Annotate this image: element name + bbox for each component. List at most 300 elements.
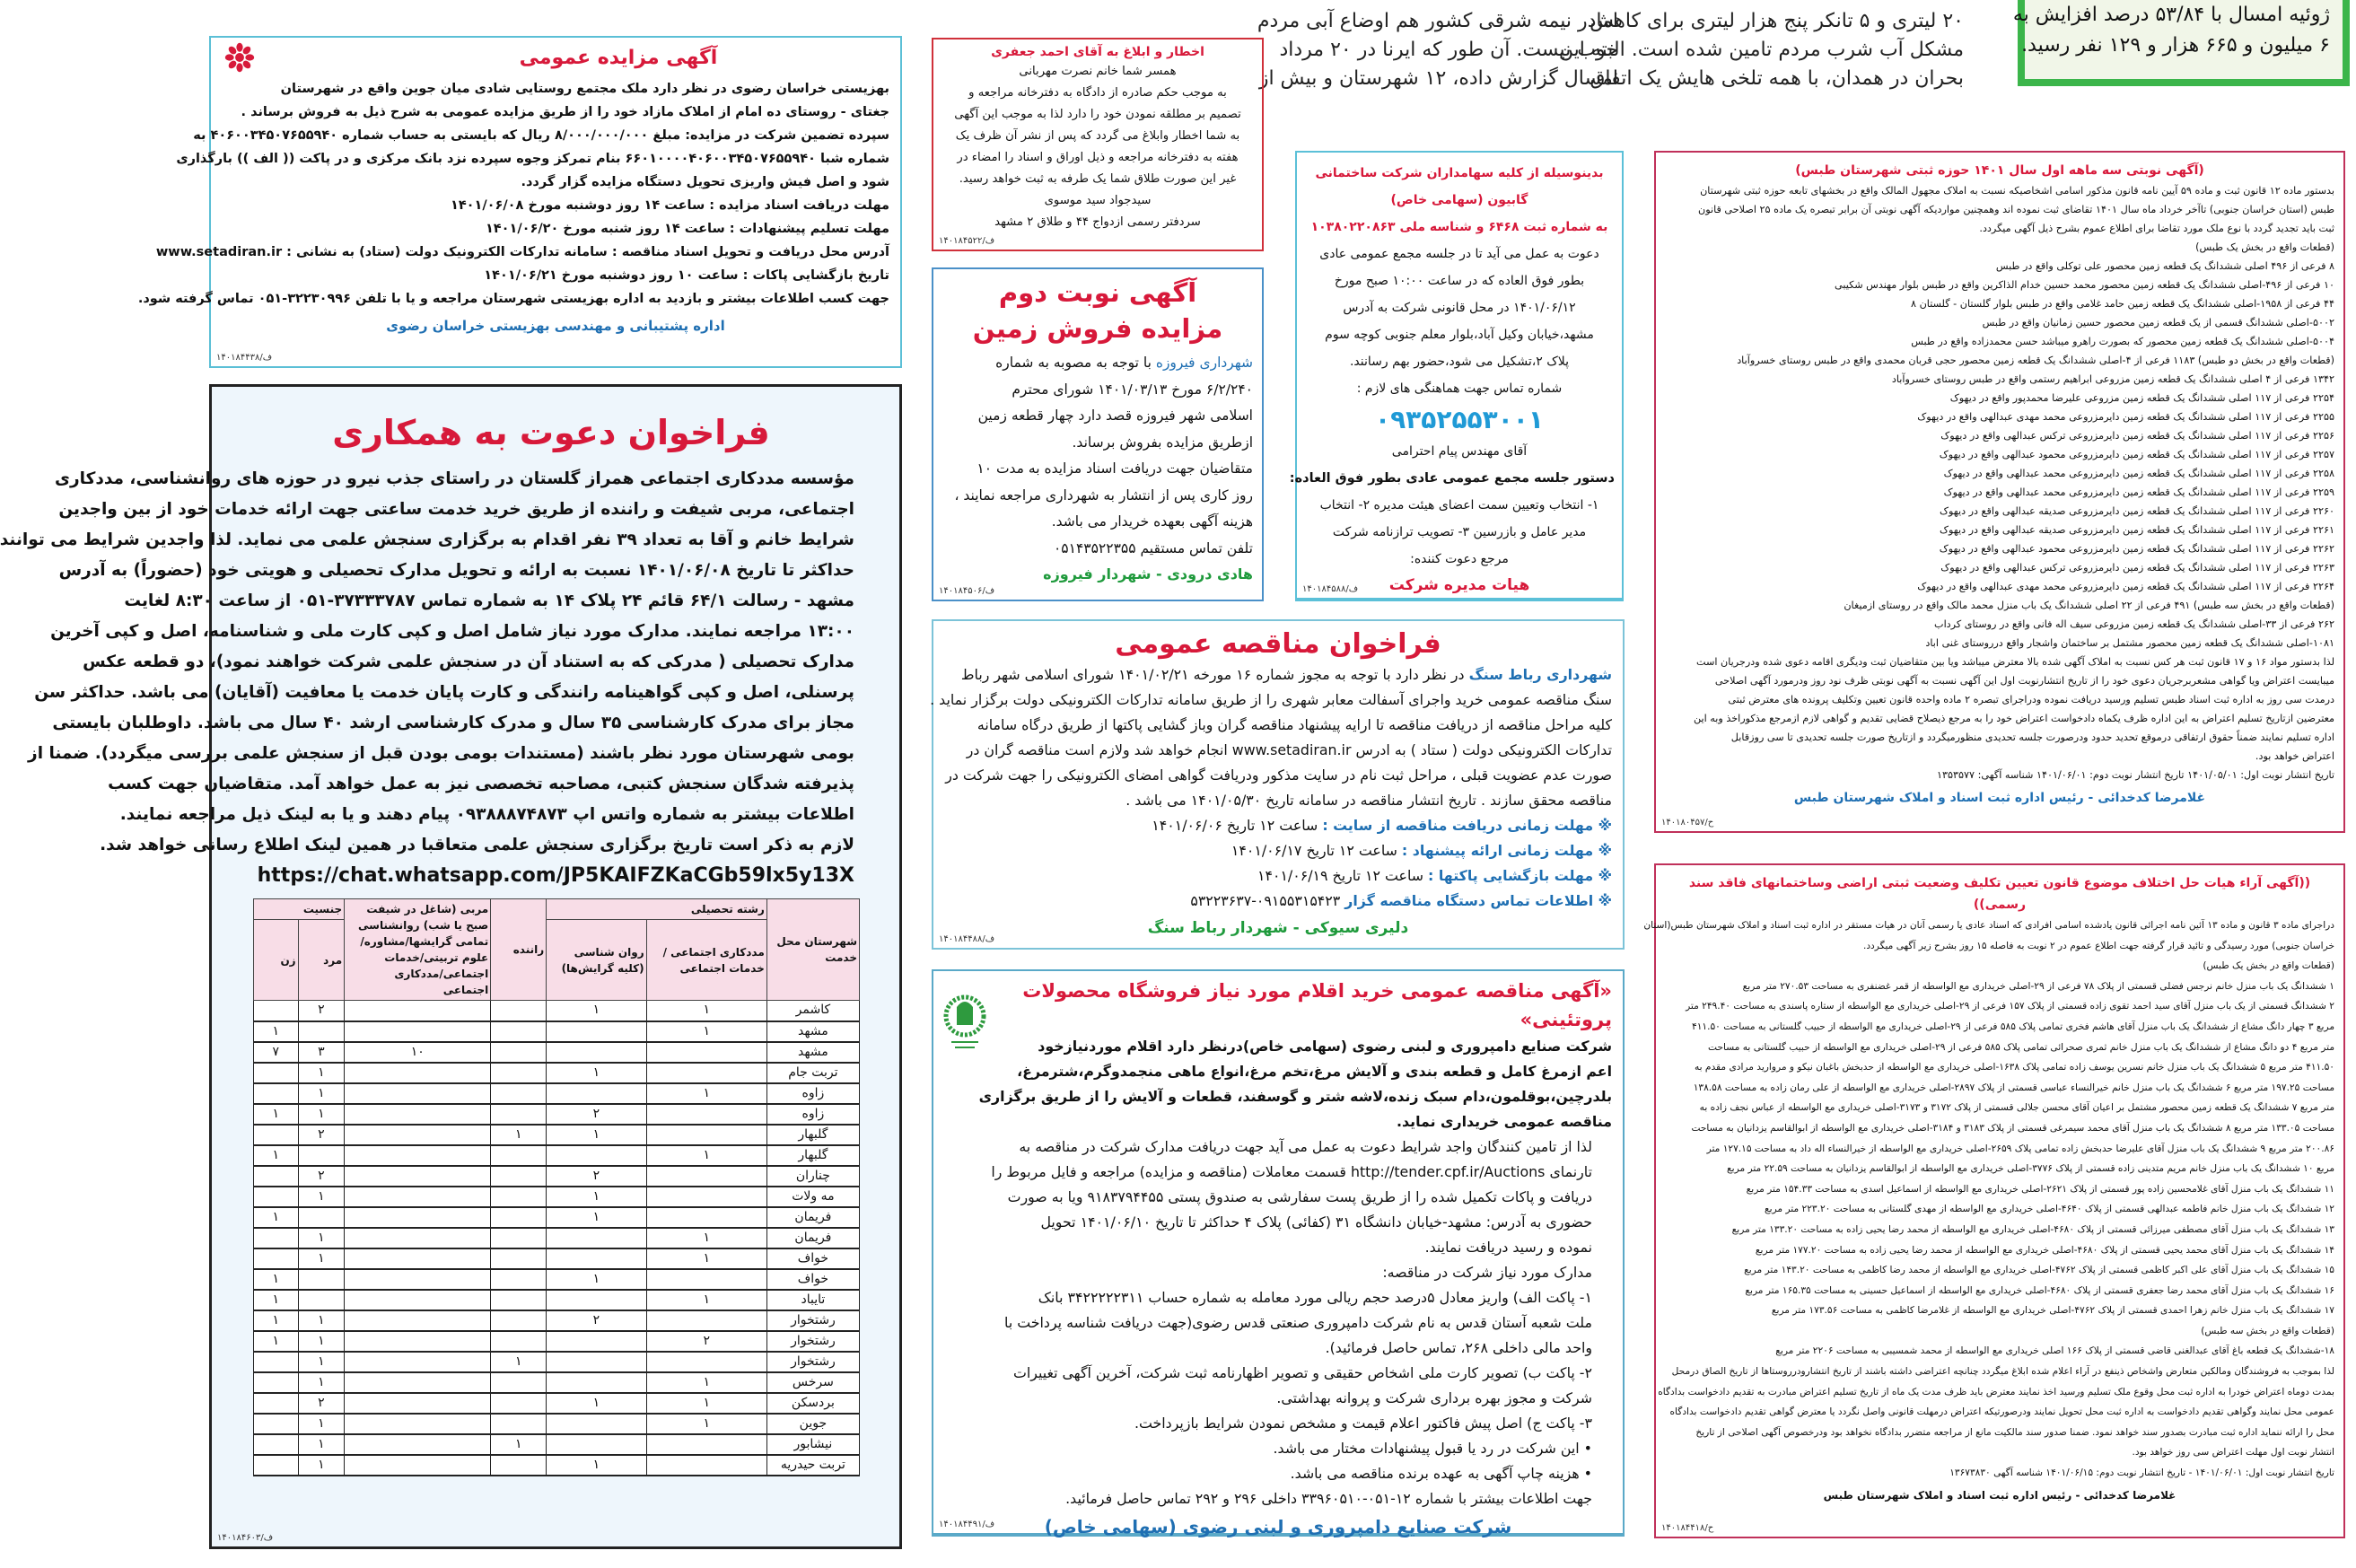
ad-text-line: اسلامی شهر فیروزه قصد دارد چهار قطعه زمین (977, 407, 1253, 424)
cell-male: ۱ (298, 1248, 345, 1269)
cell-psychology (547, 1372, 646, 1393)
ad-text-line: تاریخ انتشار نوبت اول: ۱۴۰۱/۰۶/۰۱ - تاریخ انتشار نوبت دوم: ۱۴۰۱/۰۶/۱۵ شناسه آگهی ۱۳۶۷۳۸۳۰ (1949, 1467, 2334, 1479)
ad-text-line: سیدجواد سید موسوی (1044, 194, 1152, 207)
ad-shareholders-meeting (1289, 151, 1624, 601)
ad-text-line: هزینه آگهی بعهده خریدار می باشد. (1051, 513, 1253, 530)
deadline-line (222, 264, 889, 287)
cell-driver (491, 1207, 547, 1228)
contact-phone: ۰۹۳۵۲۵۵۳۰۰۱ (1375, 405, 1544, 434)
ad-text-line: ۱۰ فرعی از ۴۹۶-اصلی ششدانگ یک قطعه زمین محصور محمد حسین خدام الذاکرین واقع در طبس بلوار مهندس شکیبی (1835, 279, 2334, 291)
deadline-line (944, 889, 1612, 914)
ad-text-line: حداکثر تا تاریخ ۱۴۰۱/۰۶/۰۸ نسبت به ارائه و تحویل مدارک تحصیلی و هویتی خود (حضوراً) به آدرس (58, 561, 854, 580)
ad-text-line: ۱ ششدانگ یک باب منزل خانم نرجس فضلی قسمتی از پلاک ۷۸ فرعی از ۲۹-اصلی خریداری مع الواسطه از قمر غضنفری به مساحت ۲۷۰.۵۳ متر مربع (1742, 980, 2334, 992)
cell-driver (491, 1372, 547, 1393)
cell-social-work: ۱ (646, 1145, 766, 1166)
news-line: امادر نیمه شرقی کشور هم اوضاع آبی مردم (1257, 10, 1618, 32)
cell-psychology (547, 1228, 646, 1248)
ad-text-line: لذا از تامین کنندگان واجد شرایط دعوت به عمل می آید جهت دریافت مدارک شرکت در مناقصه به (1019, 1138, 1592, 1155)
header-psychology: روان شناسی (کلیه گرایش‌ها) (547, 920, 646, 1001)
table-row (254, 1393, 860, 1414)
ad-body (222, 77, 889, 124)
cell-female: ۱ (254, 1104, 299, 1125)
cell-male: ۱ (298, 1372, 345, 1393)
ad-text-line: اعتراض خواهد بود. (2255, 750, 2334, 762)
ad-text-line: تلفن تماس مستقیم ۰۵۱۴۳۵۲۲۳۵۵ (1053, 539, 1253, 556)
ad-text-line: ۲۲۶۲ فرعی از ۱۱۷ اصلی ششدانگ یک قطعه زمین دایرمزروعی محمود عبدالهی واقع در دیهوک (1939, 543, 2334, 555)
deadline-line (222, 194, 889, 217)
cell-city: رشتخوار (766, 1331, 859, 1352)
cell-male (298, 1269, 345, 1290)
ad-text-line: مساحت ۱۳۳.۰۵ متر مربع ۸ ششدانگ یک باب منزل آقای محمد سیمرغی قسمتی از پلاک ۳۱۸۳ و ۳۱۸۴-اصلی خریداری مع الواسطه از ابوالقاسم یزدانیان به مساحت (1691, 1122, 2334, 1134)
cell-trainer (345, 1269, 491, 1290)
ad-land-auction (932, 267, 1264, 601)
cell-psychology: ۱ (547, 1125, 646, 1145)
ad-text-line: ۲۲۵۵ فرعی از ۱۱۷ اصلی ششدانگ یک قطعه زمین دایرمزروعی محمد مهدی عبدالهی واقع در دیهوک (1917, 411, 2334, 423)
behzisti-logo-icon (223, 41, 256, 74)
cell-female: ۱ (254, 1207, 299, 1228)
cell-trainer (345, 1001, 491, 1021)
cell-social-work: ۱ (646, 1290, 766, 1310)
ad-text-line: مدارک مورد نیاز شرکت در مناقصه: (1382, 1264, 1592, 1281)
ad-text-line: (قطعات واقع در بخش یک طبس) (2203, 960, 2334, 972)
cell-psychology (547, 1290, 646, 1310)
ad-text-line: ۱۱ ششدانگ یک باب منزل آقای غلامحسین زاده پور قسمتی از پلاک ۲۶۲۱-اصلی خریداری مع الواسطه از اسماعیل اسدی به مساحت ۱۵۴.۳۳ متر مربع (1746, 1183, 2334, 1195)
cell-driver (491, 1290, 547, 1310)
line-label: مهلت تسلیم پیشنهادات : (729, 222, 889, 236)
ad-text-line: مشهد - رسالت ۶۴/۱ قائم ۲۴ پلاک ۱۴ به شماره تماس ۳۷۳۳۳۷۸۷-۰۵۱ از ساعت ۸:۳۰ لغایت (124, 591, 854, 610)
lead-line: اعم ازمرغ کامل و قطعه بندی و آلایش مرغ،تخم مرغ،انواع ماهی منجمدوگرم،شترمرغ، (1017, 1063, 1612, 1080)
table-row (254, 1269, 860, 1290)
ad-text-line: هفته به دفترخانه مراجعه و ذیل اوراق و اسناد را امضاء در (957, 151, 1239, 164)
ad-text-line: ۵۰۰۲-اصلی ششدانگ قسمی از یک قطعه زمین محصور حسین زمانیان واقع در طبس (1982, 317, 2334, 328)
line-text: ساعت ۱۰ روز دوشنبه مورخ ۱۴۰۱/۰۶/۲۱ (484, 268, 743, 283)
ad-title (1304, 160, 1615, 241)
cell-social-work: ۱ (646, 1248, 766, 1269)
cell-psychology: ۲ (547, 1104, 646, 1125)
cell-social-work: ۱ (646, 1001, 766, 1021)
cell-trainer (345, 1145, 491, 1166)
cell-female (254, 1434, 299, 1455)
cell-psychology (547, 1331, 646, 1352)
table-row (254, 1248, 860, 1269)
ad-text-line: لازم به ذکر است تاریخ برگزاری سنجش علمی متعاقبا در همین لینک اطلاع رسانی خواهد شد. (100, 836, 854, 854)
ad-text-line: متر مربع ۷ ششدانگ یک قطعه زمین محصور مشتمل بر اعیان آقای محسن جلالی قسمتی از پلاک ۳۱۷۲ و ۳۱۷۳-اصلی خریداری مع الواسطه از عباس نجف زاده به (1699, 1102, 2334, 1114)
ad-text-line: اجتماعی، مربی شیفت و راننده از طریق خرید خدمت ساعتی جهت ارائه خدمات خود از بین واجدین (58, 500, 854, 519)
table-row (254, 1063, 860, 1083)
ad-text-line: به شما اخطار وابلاغ می گردد که پس از نشر آن ظرف یک (955, 129, 1240, 143)
table-row (254, 1331, 860, 1352)
cell-female (254, 1166, 299, 1187)
cell-female: ۱ (254, 1021, 299, 1042)
cell-male: ۱ (298, 1352, 345, 1372)
cell-psychology (547, 1352, 646, 1372)
ad-text-line: مناقصه محقق سازند . تاریخ انتشار مناقصه در سامانه تاریخ ۱۴۰۱/۰۵/۳۰ می باشد . (1125, 792, 1612, 809)
header-trainer: مربی (شاغل در شیفت صبح یا شب) روانشناسی تمامی گرایشها/مشاوره/علوم تربیتی/خدمات اجتماعی/مددکاری اجتماعی (345, 899, 491, 1001)
ad-text-line: ۱۰۸۱-اصلی ششدانگ یک قطعه زمین محصور مشتمل بر ساختمان واشجار واقع درروستای غنی اباد (1925, 637, 2334, 649)
table-row (254, 1414, 860, 1434)
ad-text-line: ۱۶ ششدانگ یک باب منزل آقای محمد رضا جعفری قسمتی از پلاک ۴۶۸۰-اصلی خریداری مع الواسطه از اسماعیل حسینی به مساحت ۱۶۵.۳۵ متر مربع (1745, 1284, 2334, 1296)
table-row (254, 1207, 860, 1228)
ad-text-line: ۲- پاکت ب) تصویر کارت ملی اشخاص حقیقی و تصویر اظهارنامه ثبت شرکت، آخرین آگهی تغییرات (1012, 1364, 1592, 1381)
cell-driver (491, 1145, 547, 1166)
line-label: ※ مهلت زمانی ارائه پیشنهاد : (1401, 842, 1612, 859)
cell-psychology: ۱ (547, 1455, 646, 1476)
ad-text-line: (قطعات واقع در بخش سه طبس) ۴۹۱ فرعی از ۲۲ اصلی ششدانگ یک باب منزل محمد مالک واقع در روستای ازمیغان (1844, 600, 2334, 611)
ad-divorce-notice (932, 38, 1264, 251)
cell-psychology (547, 1042, 646, 1063)
ad-text-line: متقاضیان جهت دریافت اسناد مزایده به مدت ۱۰ (977, 460, 1253, 477)
cell-psychology (547, 1248, 646, 1269)
ad-text-line: مربع ۳ چهار دانگ مشاع از ششدانگ یک باب منزل آقای هاشم فخری تمامی پلاک ۵۸۵ فرعی از ۲۹-اصلی خریداری مع الواسطه از حبیب گلستانی به مساحت ۴۱۱.۵۰ (1692, 1021, 2334, 1032)
ad-title-2: مزایده فروش زمین (972, 313, 1223, 344)
header-gender: جنسیت (254, 899, 345, 920)
cell-male: ۱ (298, 1455, 345, 1476)
cell-male: ۳ (298, 1042, 345, 1063)
table-row (254, 1228, 860, 1248)
cell-trainer: ۱۰ (345, 1042, 491, 1063)
ad-text-line: ۲۲۵۸ فرعی از ۱۱۷ اصلی ششدانگ یک قطعه زمین دایرمزروعی محمد عبدالهی واقع در دیهوک (1943, 468, 2334, 479)
cell-social-work: ۱ (646, 1021, 766, 1042)
ad-text-line: به موجب حکم صادره از دادگاه به دفترخانه مراجعه و (968, 86, 1227, 100)
line-label: ※ اطلاعات تماس دستگاه مناقصه گزار (1344, 892, 1612, 909)
cell-trainer (345, 1207, 491, 1228)
ad-body (1304, 241, 1615, 402)
ad-text-line: • این شرکت در رد یا قبول پیشنهادات مختار می باشد. (1273, 1440, 1592, 1457)
ad-text-line: تصمیم بر مطلقه نمودن خود را دارد لذا به موجب این آگهی (954, 108, 1241, 121)
ad-text-line: معترضین ازتاریخ تسلیم اعتراض به این اداره ظرف یکماه دادخواست اعتراض خود را به مرجع ذیصلاح قضایی تقدیم و گواهی لازم ازمرجع مذکوراخذ وبه این (1693, 713, 2334, 724)
cell-trainer (345, 1414, 491, 1434)
cell-psychology (547, 1434, 646, 1455)
ad-text-line: بطور فوق العاده که در ساعت ۱۰:۰۰ صبح مورخ (1334, 274, 1585, 288)
cell-social-work: ۱ (646, 1228, 766, 1248)
agenda-title: دستور جلسه مجمع عمومی عادی بطور فوق العاده: (1289, 471, 1615, 486)
cell-female (254, 1083, 299, 1104)
ad-text-line: واحد مالی داخلی ۲۶۸، تماس حاصل فرمائید). (1325, 1339, 1592, 1356)
cell-male: ۱ (298, 1063, 345, 1083)
cell-city: مه ولات (766, 1187, 859, 1207)
ad-protein-tender (932, 969, 1625, 1537)
highlight-line: ژوئیه امسال با ۵۳/۸۴ درصد افزایش به (2012, 4, 2330, 26)
news-line: ۲۰ لیتری و ۵ تانکر پنج هزار لیتری برای کاهش (1590, 10, 1964, 32)
cell-female: ۱ (254, 1290, 299, 1310)
highlight-line: ۶ میلیون و ۶۶۵ هزار و ۱۲۹ نفر رسید. (2021, 34, 2330, 57)
line-label: ※ مهلت زمانی دریافت مناقصه از سایت : (1322, 817, 1612, 834)
ad-title-line: به شماره ثبت ۶۴۶۸ و شناسه ملی ۱۰۳۸۰۲۲۰۸۶۳ (1310, 220, 1608, 234)
ad-text-line: بمدت دوماه اعتراض خودرا به اداره ثبت محل وقوع ملک تسلیم ورسید اخذ نمایند معترض باید ظرف مدت یک ماه از تاریخ تسلیم اعتراض مبادرت به تقدیم دادخواست بدادگاه (1658, 1386, 2334, 1397)
ad-text-line: ۲۲۵۹ فرعی از ۱۱۷ اصلی ششدانگ یک قطعه زمین دایرمزروعی محمد عبدالهی واقع در دیهوک (1943, 486, 2334, 498)
cell-psychology (547, 1145, 646, 1166)
ad-text-line: جهت اطلاعات بیشتر با شماره ۱۲-۰۵۱-۳۳۹۶۰۵۱۰ داخلی ۲۹۶ و ۲۹۲ تماس حاصل فرمائید. (1065, 1490, 1592, 1507)
cell-psychology: ۱ (547, 1269, 646, 1290)
cell-city: خواف (766, 1248, 859, 1269)
cell-trainer (345, 1331, 491, 1352)
ad-text-line: حضوری به آدرس: مشهد-خیابان دانشگاه ۳۱ (کفائی) پلاک ۴ حداکثر تا تاریخ ۱۴۰۱/۰۶/۱۰ تحویل (1040, 1213, 1592, 1231)
cell-female (254, 1393, 299, 1414)
cell-female (254, 1248, 299, 1269)
cell-social-work (646, 1042, 766, 1063)
cell-city: گلبهار (766, 1125, 859, 1145)
cell-city: بردسکن (766, 1393, 859, 1414)
ad-text-line: انتشار نوبت اول مهلت اعتراض سی روز خواهد بود. (2132, 1447, 2334, 1459)
cell-driver: ۱ (491, 1125, 547, 1145)
cell-driver (491, 1001, 547, 1021)
cell-driver (491, 1269, 547, 1290)
ad-text-line: ۴۱۱.۵۰ متر مربع ۵ ششدانگ یک باب منزل خانم نسرین یوسف زاده تمامی پلاک ۱۶۳۸-اصلی خریداری مع الواسطه از حدبخش باغبان نیکو و مروارید مرادی مقدم به (1694, 1062, 2334, 1073)
cell-female (254, 1228, 299, 1248)
ad-signature: اداره پشتیبانی و مهندسی بهزیستی خراسان رضوی (386, 318, 725, 334)
header-male: مرد (298, 920, 345, 1001)
ad-text-line: تدارکات الکترونیکی دولت ( ستاد ) به ادرس www.setadiran.ir انجام خواهد شد ولازم است مناقصه گران در (966, 741, 1612, 758)
cell-female (254, 1001, 299, 1021)
ad-text-line: با توجه به مصوبه به شماره (995, 355, 1156, 371)
ad-text-line: لذا بدستور مواد ۱۶ و ۱۷ قانون ثبت هر کس نسبت به املاک آگهی شده بالا معترض میباشد ویا بین متقاضیان ثبت ودیگری اقامه دعوی شده ودرجریان است (1696, 656, 2334, 668)
ad-text-line: اطلاعات بیشتر به شماره واتس اپ ۰۹۳۸۸۸۷۴۸۷۳ پیام دهند و یا به لینک ذیل مراجعه نمایند. (119, 805, 854, 824)
ad-title-line: بدینوسیله از کلیه سهامداران شرکت ساختمانی (1315, 166, 1604, 180)
ad-text-line: مجاز برای مدرک کارشناسی ۳۵ سال و مدرک کارشناسی ارشد ۴۰ سال می باشد. داوطلبان بایستی (52, 714, 854, 732)
ad-body (942, 61, 1253, 233)
line-text: ساعت ۱۴ روز دوشنبه مورخ ۱۴۰۱/۰۶/۰۸ (450, 198, 710, 213)
cell-male (298, 1021, 345, 1042)
org-name: شهرداری رباط سنگ (1468, 666, 1612, 683)
ad-text-line: مساحت ۱۹۷.۲۵ متر مربع ۶ ششدانگ یک باب منزل خانم خیرالنساء عباسی قسمتی از پلاک ۲۸۹۷-اصلی خریداری مع الواسطه از علی رمان زاده به مساحت ۱۳۸.۵۸ (1693, 1082, 2334, 1093)
ad-text-line: پذیرفته شدگان سنجش کتبی، مصاحبه تخصصی نیز به عمل خواهد آمد. متقاضیان جهت کسب (108, 775, 854, 793)
ad-text-line: ۸ فرعی از ۴۹۶ اصلی ششدانگ یک قطعه زمین محصور علی توکلی واقع در طبس (1995, 260, 2334, 272)
cell-driver (491, 1331, 547, 1352)
line-text: جهت کسب اطلاعات بیشتر و بازدید به اداره بهزیستی شهرستان مراجعه و یا با تلفن ۳۲۲۳۰۹۹۶-۰۵۱ تماس گرفته شود. (137, 292, 889, 306)
ad-text-line: همسر شما خانم نصرت مهربانی (1019, 65, 1177, 78)
ad-text-line: غیر این صورت طلاق شما یک طرفه به ثبت خواهد رسید. (959, 172, 1237, 186)
deposit-line (193, 124, 889, 147)
cell-city: فریمان (766, 1207, 859, 1228)
line-text: ساعت ۱۴ روز شنبه مورخ ۱۴۰۱/۰۶/۲۰ (485, 222, 730, 236)
cell-city: جوین (766, 1414, 859, 1434)
ad-text-line: ۲۲۶۰ فرعی از ۱۱۷ اصلی ششدانگ یک قطعه زمین دایرمزروعی صدیقه عبدالهی واقع در دیهوک (1940, 505, 2334, 517)
ad-text-line: روز کاری پس از انتشار به شهرداری مراجعه نمایند ، (954, 486, 1253, 504)
deadline-line (944, 813, 1612, 838)
cell-male: ۱ (298, 1083, 345, 1104)
ad-text-line: بومی شهرستان مورد نظر باشند (مستندات بومی بودن قبل از سنجش علمی بررسی میگردد). ضمنا از (28, 744, 854, 763)
cell-driver: ۱ (491, 1352, 547, 1372)
ad-text-line: (قطعات واقع در بخش دو طبس) ۱۱۸۳ فرعی از ۴-اصلی ششدانگ یک قطعه زمین محصور حجی قربان محمدی واقع در طبس روستای خسروآباد (1737, 355, 2334, 366)
ad-text-line: دریافت و پاکات تکمیل شده را از طریق پست سفارشی به صندوق پستی ۹۱۸۳۷۹۴۴۵۵ ویا به صورت (1007, 1188, 1592, 1205)
line-text: شماره شبا ۶۶۰۱۰۰۰۰۴۰۶۰۰۳۴۵۰۷۶۵۵۹۴۰ بنام تمرکز وجوه سپرده نزد بانک مرکزی و در پاکت (( الف )) بارگذاری (176, 152, 889, 166)
cell-male: ۱ (298, 1434, 345, 1455)
table-row (254, 1145, 860, 1166)
cell-trainer (345, 1290, 491, 1310)
ad-code: ۱۴۰۱۸۴۵۰۶/ف (939, 586, 995, 596)
cell-psychology: ۱ (547, 1001, 646, 1021)
cell-female: ۱ (254, 1145, 299, 1166)
table-row (254, 1001, 860, 1021)
ad-text-line: ۵۰۰۴-اصلی ششدانگ یک قطعه زمین محصور که بصورت راهرو میباشد حسن محمدزاده واقع در طبس (1911, 336, 2334, 347)
agenda-line: ۱- انتخاب وتعیین سمت اعضای هیئت مدیره ۲- انتخاب (1319, 498, 1599, 512)
ad-text-line: نموده و رسید دریافت نمایند. (1424, 1239, 1592, 1256)
ad-text-line: ۱۴۰۱/۰۶/۱۲ در محل قانونی شرکت به آدرس (1343, 301, 1576, 315)
ad-text-line: ملت شعبه آستان قدس به نام شرکت دامپروری صنعتی قدس رضوی(جهت دریافت شناسه پرداخت با (1004, 1314, 1592, 1331)
ad-text-line: سنگ مناقصه عمومی خرید واجرای آسفالت معابر شهری را از طریق سامانه تدارکات الکترونیکی دولت برگزار نماید . (930, 691, 1612, 708)
table-row (254, 1042, 860, 1063)
ad-text-line: سردفتر رسمی ازدواج ۴۴ و طلاق ۲ مشهد (994, 215, 1201, 229)
agenda-line: مدیر عامل و بازرسین ۳- تصویب ترازنامه شرکت (1332, 525, 1587, 539)
ad-text-line: دراجرای ماده ۳ قانون و ماده ۱۳ آئین نامه اجرائی قانون یادشده اسامی افرادی که اسناد عادی یا رسمی آنان در هیات مستقر در اداره ثبت اسناد و املاک شهرستان طبس(استان (1643, 920, 2334, 931)
ad-text-line: کلیه مراحل مناقصه از دریافت مناقصه تا ارایه پیشنهاد مناقصه گران وباز گشایی پاکتها از طریق درگاه سامانه (977, 716, 1612, 733)
ad-text-line: دعوت به عمل می آید تا در جلسه مجمع عمومی عادی (1319, 247, 1599, 261)
cell-social-work: ۲ (646, 1331, 766, 1352)
ad-text-line: شرایط خانم و آقا به تعداد ۳۹ نفر اقدام به برگزاری سنجش علمی می نماید. لذا واجدین شرایط می توانند (0, 530, 854, 549)
cell-trainer (345, 1104, 491, 1125)
cell-city: رشتخوار (766, 1352, 859, 1372)
ad-text-line: صورت عدم عضویت قبلی ، مراحل ثبت نام در سایت مذکور ودریافت گواهی امضای الکترونیکی را جهت شرکت در (945, 766, 1612, 784)
ad-text-line: ۱۳۴۲ فرعی از ۴ اصلی ششدانگ یک قطعه زمین مزروعی ابراهیم رستمی واقع در طبس روستای خسروآباد (1891, 373, 2334, 385)
cell-city: مشهد (766, 1021, 859, 1042)
ad-text-line: شماره تماس جهت هماهنگی های لازم : (1356, 381, 1563, 396)
line-text: ساعت ۱۲ تاریخ ۱۴۰۱/۰۶/۱۷ (1231, 842, 1402, 859)
cell-psychology: ۱ (547, 1063, 646, 1083)
ad-title: فراخوان دعوت به همکاری (332, 413, 770, 452)
cell-city: مشهد (766, 1042, 859, 1063)
cell-city: تربت حیدریه (766, 1455, 859, 1476)
ad-title: فراخوان مناقصه عمومی (1115, 628, 1441, 660)
ad-public-tender (932, 619, 1625, 950)
ad-code: ۱۴۰۱۸۴۴۹۱/ف (939, 1520, 995, 1529)
cell-driver (491, 1187, 547, 1207)
whatsapp-link[interactable]: https://chat.whatsapp.com/JP5KAIFZKaCGb59lx5y13X (257, 864, 854, 887)
cell-female (254, 1187, 299, 1207)
ad-text-line: در نظر دارد با توجه به مجوز شماره ۱۶ مورخه ۱۴۰۱/۰۲/۲۱ شورای اسلامی شهر رباط (960, 666, 1469, 683)
ad-code: ۱۴۰۱۸۴۴۳۸/ف (216, 353, 273, 363)
cell-driver (491, 1414, 547, 1434)
ad-signature: شرکت صنایع دامپروری و لبنی رضوی (سهامی خاص) (1044, 1516, 1512, 1537)
cell-trainer (345, 1021, 491, 1042)
cell-social-work (646, 1187, 766, 1207)
ad-text-line: مشهد،خیابان وکیل آباد،بلوار معلم جنوبی کوچه سوم (1325, 328, 1594, 342)
cell-social-work (646, 1352, 766, 1372)
cell-social-work (646, 1166, 766, 1187)
cell-psychology (547, 1414, 646, 1434)
ad-lead (944, 1034, 1612, 1134)
table-row (254, 1083, 860, 1104)
cell-social-work (646, 1310, 766, 1331)
cell-psychology: ۱ (547, 1187, 646, 1207)
ad-text-line: ۱۳:۰۰ مراجعه نمایند. مدارک مورد نیاز شامل اصل و کپی کارت ملی و شناسنامه، اصل و کپی آخرین (50, 622, 854, 641)
ad-text-line: بهزیستی خراسان رضوی در نظر دارد ملک مجتمع روستایی شادی میان جوین واقع در شهرستان (280, 82, 889, 96)
deposit-line (222, 171, 889, 194)
cell-female: ۱ (254, 1331, 299, 1352)
cell-social-work: ۱ (646, 1372, 766, 1393)
cell-female (254, 1352, 299, 1372)
cell-female: ۱ (254, 1310, 299, 1331)
cell-female: ۱ (254, 1269, 299, 1290)
ad-code: ۱۴۰۱۸۴۵۲۲/ف (939, 236, 995, 246)
cell-trainer (345, 1228, 491, 1248)
cell-female (254, 1063, 299, 1083)
cell-social-work (646, 1104, 766, 1125)
ad-title: آگهی مزایده عمومی (519, 47, 718, 69)
cell-driver (491, 1021, 547, 1042)
line-label: تاریخ بازگشایی پاکات : (742, 268, 889, 283)
ad-signature: غلامرضا کدخدائی - رئیس اداره ثبت اسناد و املاک شهرستان طبس (1793, 791, 2206, 805)
contact-person: آقای مهندس پیام احترامی (1391, 444, 1528, 459)
ad-text-line: شرکت و مجوز بهره برداری شرکت و پروانه بهداشتی. (1276, 1389, 1592, 1406)
ad-body (1643, 915, 2334, 1484)
cell-driver (491, 1310, 547, 1331)
cell-city: زاوه (766, 1104, 859, 1125)
cell-male (298, 1290, 345, 1310)
ad-text-line: تاریخ انتشار نوبت اول: ۱۴۰۱/۰۵/۰۱ تاریخ انتشار نوبت دوم: ۱۴۰۱/۰۶/۰۱ شناسه آگهی: ۱۳۵۳۵۷۷ (1937, 769, 2334, 781)
ad-code: ۱۴۰۱۸۴۵۸۸/ف (1302, 584, 1359, 594)
cell-driver (491, 1455, 547, 1476)
ad-text-line: جغتای - روستای ده امام از املاک مازاد خود را از طریق مزایده عمومی به شرح ذیل به فروش برساند . (241, 105, 889, 119)
ad-text-line: ۲۶۲ فرعی از ۳۳-اصلی ششدانگ یک قطعه زمین مزروعی سیف اله فانی واقع در روستای کرداب (1934, 618, 2334, 630)
cell-male: ۲ (298, 1166, 345, 1187)
ad-text-line: میبایست اعتراض ویا گواهی مشعربرجریان دعوی خود را از تاریخ انتشارنوبت اول این آگهی نسبت به آگهی نوبتی ظرف نود روز ودرمورد آگهی اصلاحی (1714, 675, 2334, 687)
cell-male (298, 1207, 345, 1228)
cell-male: ۱ (298, 1331, 345, 1352)
news-line: بحران در همدان، با همه تلخی هایش یک اتفاق (1590, 67, 1964, 90)
cell-psychology (547, 1083, 646, 1104)
ad-text-line: مربع ۱۰ ششدانگ یک باب منزل خانم مریم متدینی زاده قسمتی از پلاک ۳۷۷۶-اصلی خریداری مع الواسطه از ابوالقاسم یزدانیان به مساحت ۲۲.۵۹ متر مربع (1727, 1163, 2334, 1175)
cell-male: ۱ (298, 1414, 345, 1434)
cell-city: خواف (766, 1269, 859, 1290)
table-row (254, 1455, 860, 1476)
ad-body (944, 1134, 1612, 1511)
cell-city: گلبهار (766, 1145, 859, 1166)
line-text: ساعت ۱۲ تاریخ ۱۴۰۱/۰۶/۰۶ (1152, 817, 1323, 834)
ad-text-line: ۲۲۶۳ فرعی از ۱۱۷ اصلی ششدانگ یک قطعه زمین دایرمزروعی ترکس عبدالهی واقع در دیهوک (1940, 562, 2334, 574)
ad-text-line: ۲۰۰.۸۶ متر مربع ۹ ششدانگ یک باب منزل آقای علیرضا حدبخش زاده تمامی پلاک ۲۶۵۹-اصلی خریداری مع الواسطه از خیرالنساء اله داد به مساحت ۱۲۷.۱۵ متر (1706, 1143, 2334, 1154)
cell-driver (491, 1166, 547, 1187)
ad-text-line: پرسنلی، اصل و کپی گواهینامه رانندگی و کارت پایان خدمت یا معافیت (آقایان) می باشد. حداکثر سن (34, 683, 854, 702)
cell-psychology: ۱ (547, 1207, 646, 1228)
ad-title-line: گابیون (سهامی خاص) (1390, 193, 1528, 207)
cell-city: تربت جام (766, 1063, 859, 1083)
cell-driver (491, 1393, 547, 1414)
cell-trainer (345, 1187, 491, 1207)
table-row (254, 1434, 860, 1455)
cell-female: ۷ (254, 1042, 299, 1063)
ad-text-line: متر مربع ۴ دو دانگ مشاع از ششدانگ یک باب منزل خانم ثمری صحرائی تمامی پلاک ۵۸۵ فرعی از ۲۹-اصلی خریداری مع الواسطه از حبیب گلستانی به مساحت (1708, 1041, 2334, 1053)
ad-text-line: طبس (استان خراسان جنوبی) تاآخر خرداد ماه سال ۱۴۰۱ تقاضای ثبت نموده اند وهمچنین مواردیکه آگهی نوبتی آن برابر تبصره یک ماده ۲۵ اصلاحی قانون (1697, 204, 2334, 215)
table-row (254, 1310, 860, 1331)
cell-psychology: ۲ (547, 1166, 646, 1187)
cell-trainer (345, 1310, 491, 1331)
line-label: آدرس محل دریافت و تحویل اسناد مناقصه : (611, 245, 889, 259)
table-row (254, 1187, 860, 1207)
org-name: شهرداری فیروزه (1155, 355, 1253, 371)
ad-code: ۱۴۰۱۸۰۴۵۷/ح (1661, 818, 1714, 828)
news-column-b (1558, 7, 1964, 93)
cell-driver (491, 1228, 547, 1248)
ad-title: «آگهی مناقصه عمومی خرید اقلام مورد نیاز فروشگاه محصولات پروتئینی» (1022, 980, 1612, 1030)
line-label: ※ مهلت بازگشایی پاکتها : (1428, 867, 1612, 884)
ad-text-line: لذا بموجب به فروشندگان ومالکین متعارض واشخاص ذینفع در آراء اعلام شده ابلاغ میگردد چنانچه اعتراضی داشته باشند از تاریخ انتشارودرروستاها از تاریخ الصاق درمحل (1671, 1366, 2334, 1378)
header-social-work: مددکاری اجتماعی /خدمات اجتماعی (646, 920, 766, 1001)
cell-male: ۱ (298, 1310, 345, 1331)
deadlines (137, 194, 889, 311)
ad-tabas-dispute-board-notice (1643, 863, 2345, 1538)
ad-text-line: تارنمای http://tender.cpf.ir/Auctions قسمت معاملات (مناقصه و مزایده) مراجعه و فایل مربوط را (991, 1163, 1592, 1180)
deadlines (944, 813, 1612, 914)
table-row (254, 1125, 860, 1145)
ad-text-line: پلاک ۲،تشکیل می شود،حضور بهم رسانند. (1349, 355, 1570, 369)
ad-text-line: ۱۵ ششدانگ یک باب منزل آقای علی اکبر کاظمی قسمتی از پلاک ۴۷۶۲-اصلی خریداری مع الواسطه از محمد رضا کاظمی به مساحت ۱۴۳.۲۰ متر مربع (1744, 1265, 2334, 1276)
line-label: مهلت دریافت اسناد مزایده : (709, 198, 889, 213)
cell-trainer (345, 1166, 491, 1187)
cell-psychology (547, 1021, 646, 1042)
ad-text-line: درمدت سی روز به اداره ثبت اسناد طبس تسلیم ورسید دریافت نموده ودراجرای تبصره ۲ ماده واحده قانون تعیین وتکلیف پرونده های معترض ثبتی (1728, 694, 2334, 705)
cell-trainer (345, 1393, 491, 1414)
cell-social-work (646, 1125, 766, 1145)
